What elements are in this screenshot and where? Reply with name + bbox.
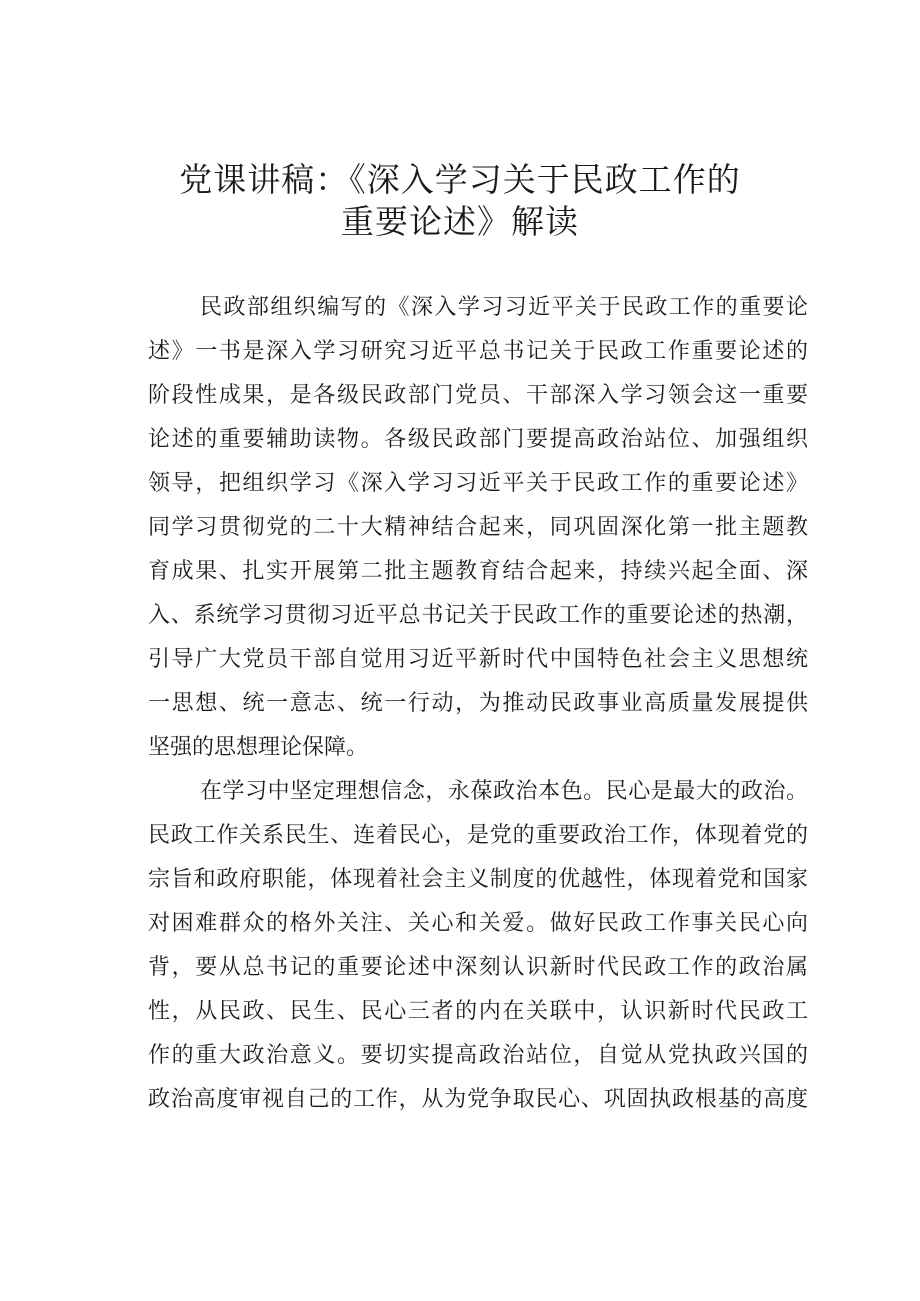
paragraph-2-line: 对困难群众的格外关注、关心和关爱。做好民政工作事关民心向 (148, 911, 808, 936)
paragraph-1-line: 阶段性成果，是各级民政部门党员、干部深入学习领会这一重要 (148, 383, 808, 408)
document-title-line-2: 重要论述》解读 (341, 202, 579, 241)
document-title-line-1: 党课讲稿：《深入学习关于民政工作的 (179, 160, 741, 199)
paragraph-1-line: 引导广大党员干部自觉用习近平新时代中国特色社会主义思想统 (148, 647, 808, 672)
paragraph-2-line: 宗旨和政府职能，体现着社会主义制度的优越性，体现着党和国家 (148, 867, 808, 892)
paragraph-2-line: 作的重大政治意义。要切实提高政治站位，自觉从党执政兴国的 (148, 1043, 808, 1068)
paragraph-1-line: 领导，把组织学习《深入学习习近平关于民政工作的重要论述》 (148, 471, 808, 496)
paragraph-2-line: 民政工作关系民生、连着民心，是党的重要政治工作，体现着党的 (148, 823, 808, 848)
paragraph-1-line: 论述的重要辅助读物。各级民政部门要提高政治站位、加强组织 (148, 427, 808, 452)
paragraph-2-line: 性，从民政、民生、民心三者的内在关联中，认识新时代民政工 (148, 999, 808, 1024)
paragraph-1-line: 入、系统学习贯彻习近平总书记关于民政工作的重要论述的热潮， (148, 603, 808, 628)
paragraph-1-line: 育成果、扎实开展第二批主题教育结合起来，持续兴起全面、深 (148, 559, 808, 584)
paragraph-1-line: 同学习贯彻党的二十大精神结合起来，同巩固深化第一批主题教 (148, 515, 808, 540)
paragraph-2-line: 背，要从总书记的重要论述中深刻认识新时代民政工作的政治属 (148, 955, 808, 980)
paragraph-1-line: 一思想、统一意志、统一行动，为推动民政事业高质量发展提供 (148, 691, 808, 716)
paragraph-1-line: 述》一书是深入学习研究习近平总书记关于民政工作重要论述的 (148, 339, 808, 364)
paragraph-1-line: 民政部组织编写的《深入学习习近平关于民政工作的重要论 (200, 295, 808, 320)
paragraph-2-line: 在学习中坚定理想信念，永葆政治本色。民心是最大的政治。 (200, 779, 808, 804)
paragraph-1-line: 坚强的思想理论保障。 (148, 735, 369, 760)
paragraph-2-line: 政治高度审视自己的工作，从为党争取民心、巩固执政根基的高度 (148, 1087, 808, 1112)
